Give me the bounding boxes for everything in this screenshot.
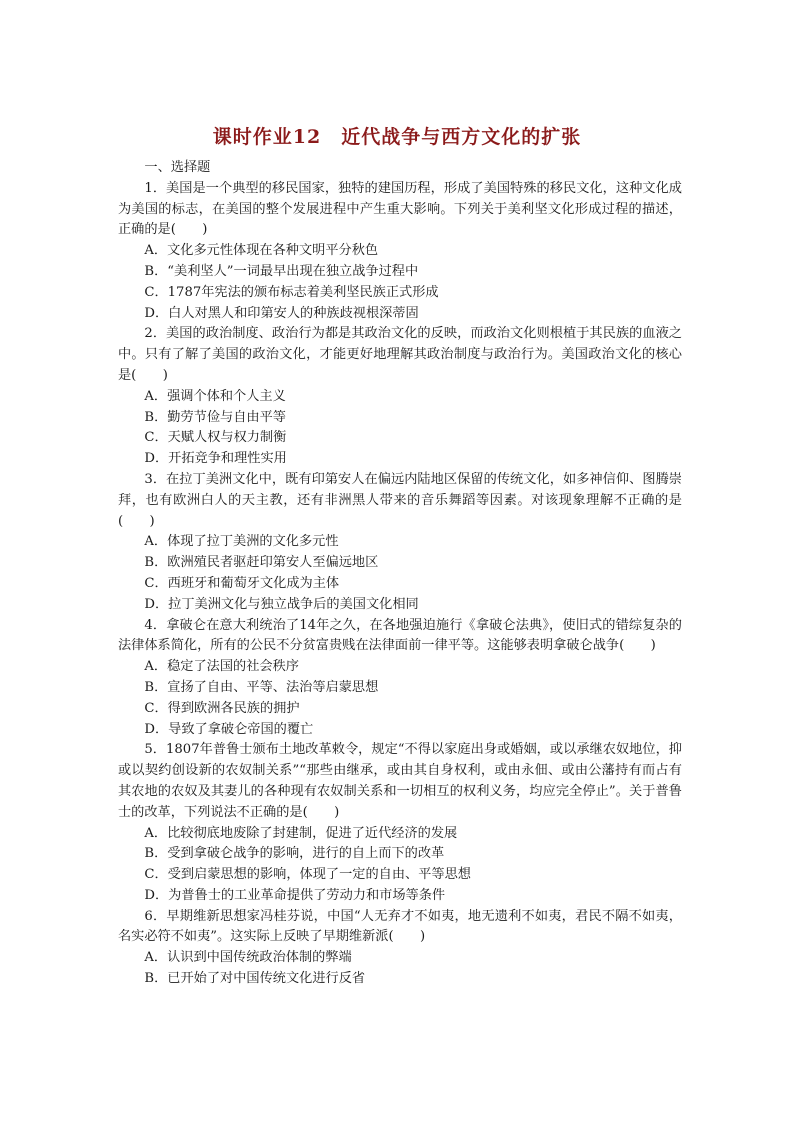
option-c: C．天赋人权与权力制衡 xyxy=(144,430,287,446)
question-stem: 4．拿破仑在意大利统治了14年之久，在各地强迫施行《拿破仑法典》，使旧式的错综复杂的法律体系简化，所有的公民不分贫富贵贱在法律面前一律平等。这能够表明拿破仑战争( ) xyxy=(118,617,682,654)
question-body xyxy=(118,158,682,990)
question-stem: 1．美国是一个典型的移民国家，独特的建国历程，形成了美国特殊的移民文化，这种文化成为美国的标志，在美国的整个发展进程中产生重大影响。下列关于美利坚文化形成过程的描述，正确的是( ) xyxy=(118,180,682,238)
option-d: D．白人对黑人和印第安人的种族歧视根深蒂固 xyxy=(144,305,419,321)
option-d: D．拉丁美洲文化与独立战争后的美国文化相同 xyxy=(144,596,419,612)
option-a: A．强调个体和个人主义 xyxy=(144,388,286,404)
option-b: B．“美利坚人”一词最早出现在独立战争过程中 xyxy=(144,263,419,279)
option-b: B．已开始了对中国传统文化进行反省 xyxy=(144,971,366,987)
option-c: C．得到欧洲各民族的拥护 xyxy=(144,700,300,716)
question-stem: 5．1807年普鲁士颁布土地改革敕令，规定“不得以家庭出身或婚姻，或以承继农奴地位，抑或以契约创设新的农奴制关系”“那些由继承，或由其自身权利，或由永佃、或由公藩持有而占有其农地的农奴及其妻儿的各种现有农奴制关系和一切相互的权利义务，均应完全停止”。关于普鲁士的改革，下列说法不正确的是( ) xyxy=(118,742,682,820)
option-a: A．稳定了法国的社会秩序 xyxy=(144,659,299,675)
option-d: D．导致了拿破仑帝国的覆亡 xyxy=(144,721,314,737)
option-a: A．体现了拉丁美洲的文化多元性 xyxy=(144,534,339,550)
option-b: B．勤劳节俭与自由平等 xyxy=(144,409,286,425)
section-heading: 一、选择题 xyxy=(144,160,211,175)
option-c: C．1787年宪法的颁布标志着美利坚民族正式形成 xyxy=(144,284,439,300)
option-d: D．为普鲁士的工业革命提供了劳动力和市场等条件 xyxy=(144,887,446,903)
option-d: D．开拓竞争和理性实用 xyxy=(144,451,287,467)
option-c: C．西班牙和葡萄牙文化成为主体 xyxy=(144,575,340,591)
question-stem: 3．在拉丁美洲文化中，既有印第安人在偏远内陆地区保留的传统文化，如多神信仰、图腾崇拜，也有欧洲白人的天主教，还有非洲黑人带来的音乐舞蹈等因素。对该现象理解不正确的是( ) xyxy=(118,471,682,529)
option-a: A．比较彻底地废除了封建制，促进了近代经济的发展 xyxy=(144,825,458,841)
page-title: 课时作业12 近代战争与西方文化的扩张 xyxy=(212,126,582,148)
question-stem: 2．美国的政治制度、政治行为都是其政治文化的反映，而政治文化则根植于其民族的血液之中。只有了解了美国的政治文化，才能更好地理解其政治制度与政治行为。美国政治文化的核心是( ) xyxy=(118,326,682,383)
question-stem: 6．早期维新思想家冯桂芬说，中国“人无弃才不如夷，地无遗利不如夷，君民不隔不如夷，名实必符不如夷”。这实际上反映了早期维新派( ) xyxy=(118,908,682,945)
option-c: C．受到启蒙思想的影响，体现了一定的自由、平等思想 xyxy=(144,867,471,883)
option-b: B．受到拿破仑战争的影响，进行的自上而下的改革 xyxy=(144,846,445,862)
option-b: B．欧洲殖民者驱赶印第安人至偏远地区 xyxy=(144,555,379,571)
option-a: A．文化多元性体现在各种文明平分秋色 xyxy=(144,243,379,259)
option-b: B．宣扬了自由、平等、法治等启蒙思想 xyxy=(144,679,379,695)
option-a: A．认识到中国传统政治体制的弊端 xyxy=(144,950,352,966)
